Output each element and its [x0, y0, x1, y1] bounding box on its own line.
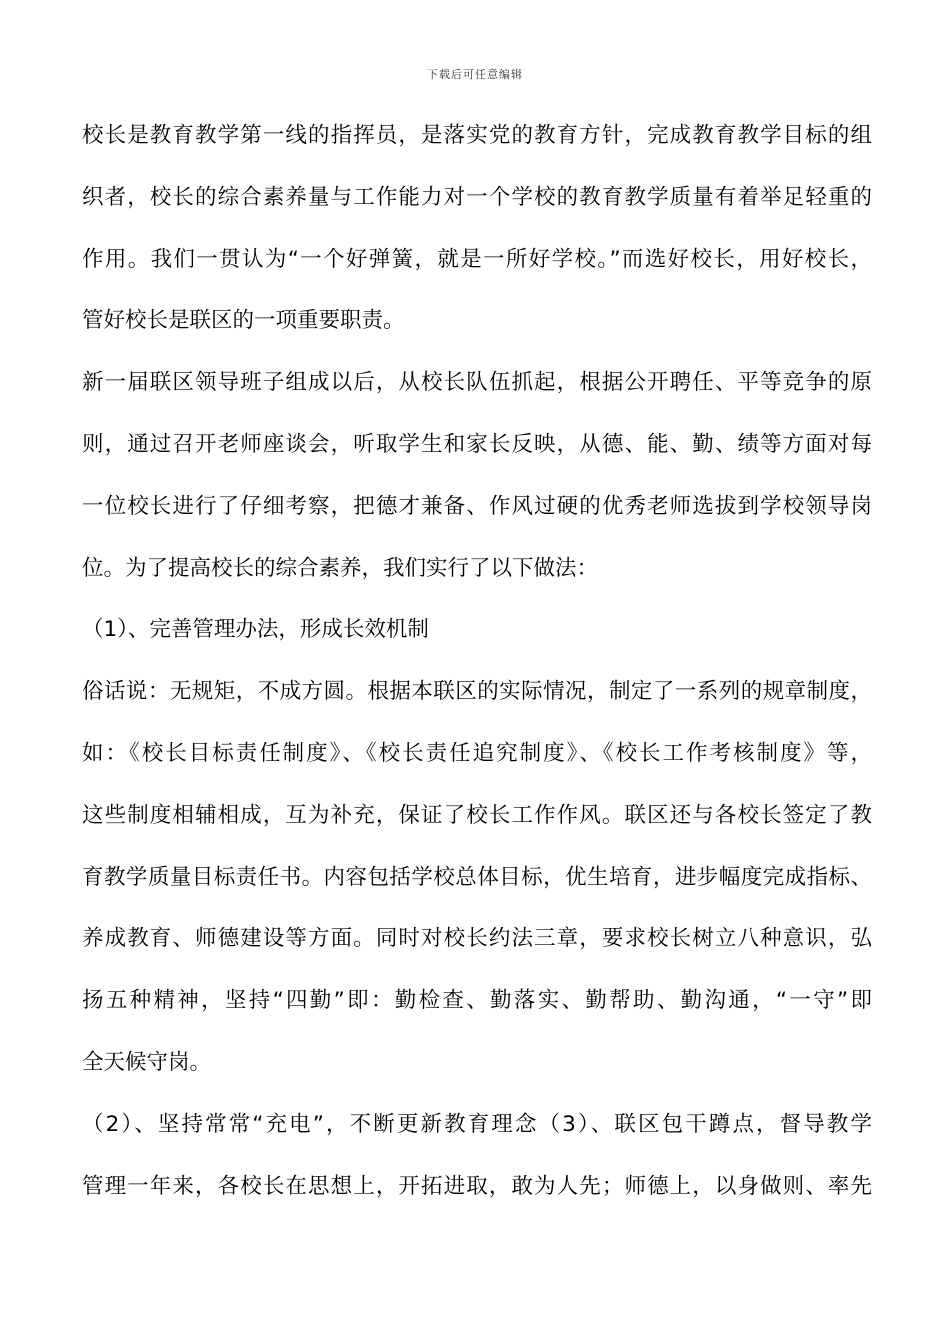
body-line: 管理一年来，各校长在思想上，开拓进取，敢为人先；师德上，以身做则、率先 — [82, 1173, 872, 1199]
body-line: 一位校长进行了仔细考察，把德才兼备、作风过硬的优秀老师选拔到学校领导岗 — [82, 493, 872, 519]
body-line: 校长是教育教学第一线的指挥员，是落实党的教育方针，完成教育教学目标的组 — [82, 123, 872, 148]
body-line: 俗话说：无规矩，不成方圆。根据本联区的实际情况，制定了一系列的规章制度， — [82, 679, 872, 705]
body-line: 则，通过召开老师座谈会，听取学生和家长反映，从德、能、勤、绩等方面对每 — [82, 431, 872, 457]
body-line: 这些制度相辅相成，互为补充，保证了校长工作作风。联区还与各校长签定了教 — [82, 802, 872, 828]
body-line: 养成教育、师德建设等方面。同时对校长约法三章，要求校长树立八种意识，弘 — [82, 926, 872, 952]
section-heading: （1）、完善管理办法，形成长效机制 — [82, 617, 429, 643]
body-line: 位。为了提高校长的综合素养，我们实行了以下做法： — [82, 555, 599, 581]
body-line: 育教学质量目标责任书。内容包括学校总体目标，优生培育，进步幅度完成指标、 — [82, 864, 872, 890]
body-line: 如：《校长目标责任制度》、《校长责任追究制度》、《校长工作考核制度》等， — [82, 740, 872, 766]
body-line: 作用。我们一贯认为“一个好弹簧，就是一所好学校。”而选好校长，用好校长， — [82, 246, 872, 272]
body-line: 织者，校长的综合素养量与工作能力对一个学校的教育教学质量有着举足轻重的 — [82, 184, 872, 210]
section-heading: （2）、坚持常常“充电”，不断更新教育理念（3）、联区包干蹲点，督导教学 — [82, 1111, 872, 1137]
body-line: 新一届联区领导班子组成以后，从校长队伍抓起，根据公开聘任、平等竞争的原 — [82, 370, 872, 396]
page-header-note: 下载后可任意编辑 — [427, 68, 523, 81]
body-line: 管好校长是联区的一项重要职责。 — [82, 308, 405, 334]
document-body — [82, 113, 872, 1225]
body-line: 全天候守岗。 — [82, 1049, 212, 1075]
body-line: 扬五种精神，坚持“四勤”即：勤检查、勤落实、勤帮助、勤沟通，“一守”即 — [82, 988, 872, 1014]
